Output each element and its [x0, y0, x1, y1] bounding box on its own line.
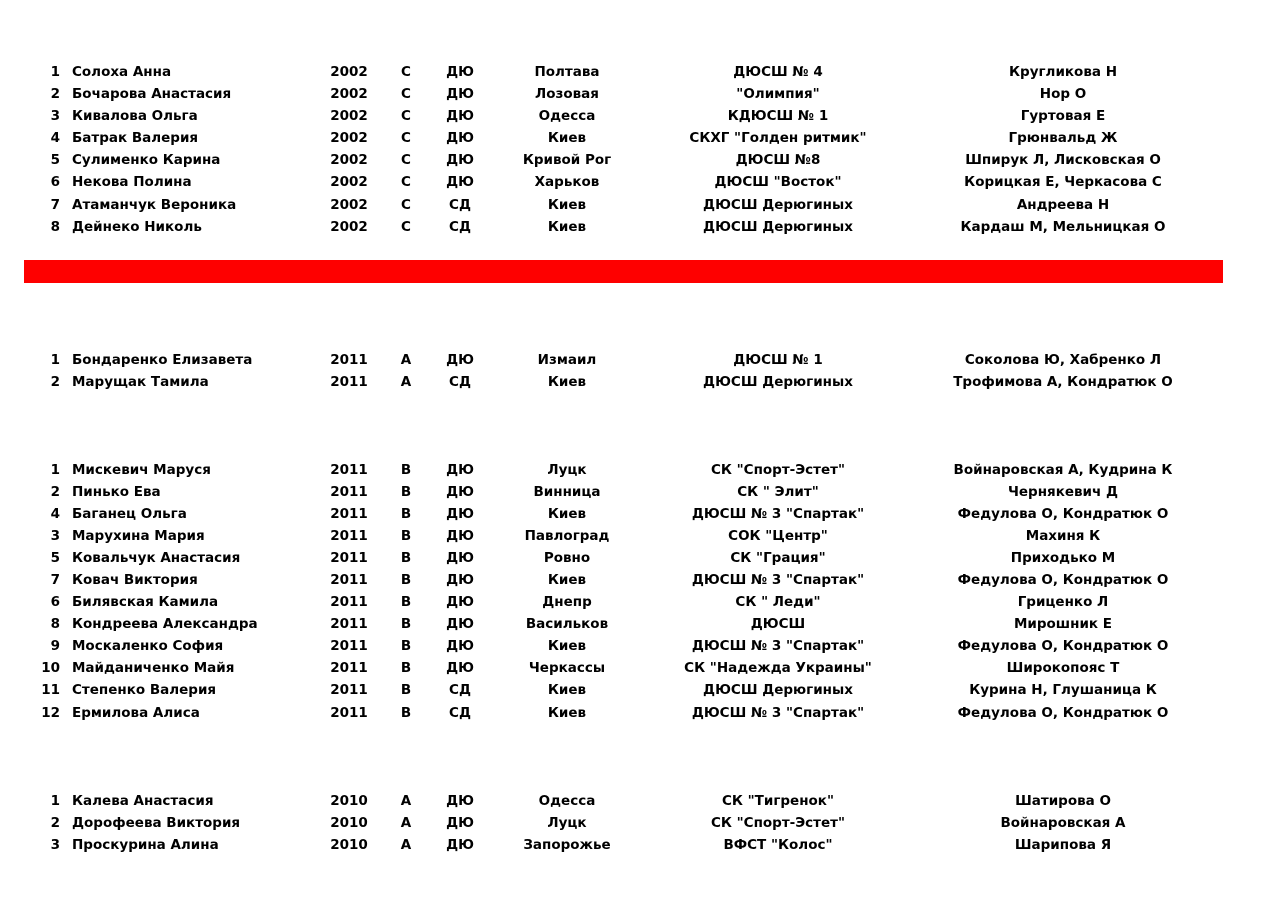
level: А	[400, 351, 412, 368]
city: Луцк	[547, 461, 587, 478]
table-row	[0, 790, 1280, 812]
table-row	[0, 569, 1280, 591]
level: В	[400, 704, 412, 721]
organization: ДЮ	[446, 108, 474, 125]
club: ДЮСШ № 3 "Спартак"	[691, 571, 865, 588]
club: СКХГ "Голден ритмик"	[689, 130, 867, 147]
organization: ДЮ	[446, 174, 474, 191]
club: СК "Надежда Украины"	[684, 660, 872, 677]
organization: ДЮ	[446, 505, 474, 522]
coach: Кардаш М, Мельницкая О	[960, 218, 1166, 235]
row-number: 3	[50, 527, 60, 544]
city: Васильков	[525, 616, 609, 633]
row-number: 3	[50, 108, 60, 125]
organization: ДЮ	[446, 660, 474, 677]
section-2010-a	[0, 790, 1280, 856]
club: ДЮСШ № 3 "Спартак"	[691, 638, 865, 655]
row-number: 12	[41, 704, 60, 721]
city: Винница	[533, 483, 601, 500]
club: "Олимпия"	[736, 86, 820, 103]
athlete-name: Степенко Валерия	[72, 682, 217, 699]
organization: СД	[449, 196, 471, 213]
club: СК "Спорт-Эстет"	[710, 461, 846, 478]
birth-year: 2011	[330, 682, 368, 699]
athlete-name: Дорофеева Виктория	[72, 815, 241, 832]
coach: Широкопояс Т	[1006, 660, 1120, 677]
organization: ДЮ	[446, 815, 474, 832]
coach: Шарипова Я	[1014, 837, 1112, 854]
athlete-name: Атаманчук Вероника	[72, 196, 237, 213]
coach: Гриценко Л	[1017, 594, 1109, 611]
birth-year: 2002	[330, 130, 368, 147]
athlete-name: Кондреева Александра	[72, 616, 258, 633]
table-row	[0, 371, 1280, 393]
club: КДЮСШ № 1	[727, 108, 829, 125]
organization: ДЮ	[446, 527, 474, 544]
level: В	[400, 594, 412, 611]
birth-year: 2010	[330, 837, 368, 854]
coach: Федулова О, Кондратюк О	[957, 704, 1169, 721]
level: А	[400, 373, 412, 390]
club: ВФСТ "Колос"	[723, 837, 833, 854]
level: А	[400, 793, 412, 809]
table-row	[0, 216, 1280, 238]
level: В	[400, 571, 412, 588]
birth-year: 2002	[330, 174, 368, 191]
level: В	[400, 461, 412, 478]
club: ДЮСШ "Восток"	[714, 174, 842, 191]
row-number: 2	[50, 373, 60, 390]
city: Лозовая	[535, 86, 599, 103]
athlete-name: Дейнеко Николь	[72, 218, 202, 235]
birth-year: 2002	[330, 218, 368, 235]
row-number: 4	[50, 505, 60, 522]
club: СК "Тигренок"	[721, 793, 834, 809]
city: Кривой Рог	[522, 152, 612, 169]
table-row	[0, 481, 1280, 503]
level: В	[400, 616, 412, 633]
birth-year: 2002	[330, 108, 368, 125]
athlete-name: Ермилова Алиса	[72, 704, 200, 721]
club: СК "Спорт-Эстет"	[710, 815, 846, 832]
row-number: 3	[50, 837, 60, 854]
club: ДЮСШ Дерюгиных	[703, 196, 853, 213]
table-row	[0, 149, 1280, 171]
athlete-name: Пинько Ева	[72, 483, 161, 500]
birth-year: 2011	[330, 373, 368, 390]
organization: ДЮ	[446, 152, 474, 169]
athlete-name: Билявская Камила	[72, 594, 219, 611]
coach: Нор О	[1039, 86, 1087, 103]
organization: ДЮ	[446, 549, 474, 566]
row-number: 8	[50, 218, 60, 235]
birth-year: 2011	[330, 638, 368, 655]
birth-year: 2011	[330, 351, 368, 368]
birth-year: 2011	[330, 505, 368, 522]
athlete-name: Майданиченко Майя	[72, 660, 235, 677]
level: В	[400, 527, 412, 544]
coach: Чернякевич Д	[1007, 483, 1119, 500]
athlete-name: Батрак Валерия	[72, 130, 199, 147]
city: Харьков	[534, 174, 600, 191]
level: С	[401, 108, 411, 125]
club: ДЮСШ № 3 "Спартак"	[691, 505, 865, 522]
level: С	[401, 218, 411, 235]
organization: ДЮ	[446, 638, 474, 655]
club: ДЮСШ № 3 "Спартак"	[691, 704, 865, 721]
city: Ровно	[543, 549, 591, 566]
athlete-name: Ковач Виктория	[72, 571, 198, 588]
city: Павлоград	[524, 527, 610, 544]
city: Киев	[547, 638, 587, 655]
club: ДЮСШ	[750, 616, 806, 633]
level: В	[400, 638, 412, 655]
level: В	[400, 682, 412, 699]
row-number: 5	[50, 549, 60, 566]
club: ДЮСШ Дерюгиных	[703, 682, 853, 699]
coach: Курина Н, Глушаница К	[969, 682, 1157, 699]
organization: ДЮ	[446, 793, 474, 809]
row-number: 1	[50, 793, 60, 809]
table-row	[0, 127, 1280, 149]
table-row	[0, 525, 1280, 547]
table-row	[0, 547, 1280, 569]
athlete-name: Марущак Тамила	[72, 373, 209, 390]
organization: ДЮ	[446, 616, 474, 633]
birth-year: 2011	[330, 660, 368, 677]
row-number: 11	[41, 682, 60, 699]
table-row	[0, 61, 1280, 83]
birth-year: 2011	[330, 483, 368, 500]
level: С	[401, 86, 411, 103]
birth-year: 2011	[330, 704, 368, 721]
coach: Кругликова Н	[1009, 64, 1117, 80]
coach: Грюнвальд Ж	[1008, 130, 1118, 147]
level: В	[400, 549, 412, 566]
level: А	[400, 837, 412, 854]
level: В	[400, 505, 412, 522]
organization: СД	[449, 682, 471, 699]
red-divider-bar	[24, 260, 1223, 283]
organization: ДЮ	[446, 351, 474, 368]
coach: Приходько М	[1010, 549, 1116, 566]
row-number: 10	[41, 660, 60, 677]
city: Полтава	[534, 64, 600, 80]
coach: Мирошник Е	[1013, 616, 1113, 633]
athlete-name: Кивалова Ольга	[72, 108, 198, 125]
coach: Трофимова А, Кондратюк О	[953, 373, 1173, 390]
city: Киев	[547, 704, 587, 721]
table-row	[0, 812, 1280, 834]
table-row	[0, 834, 1280, 856]
organization: ДЮ	[446, 130, 474, 147]
city: Киев	[547, 682, 587, 699]
athlete-name: Некова Полина	[72, 174, 192, 191]
athlete-name: Марухина Мария	[72, 527, 205, 544]
birth-year: 2011	[330, 461, 368, 478]
athlete-name: Баганец Ольга	[72, 505, 187, 522]
city: Киев	[547, 571, 587, 588]
city: Киев	[547, 130, 587, 147]
row-number: 7	[50, 571, 60, 588]
coach: Федулова О, Кондратюк О	[957, 505, 1169, 522]
table-row	[0, 679, 1280, 701]
coach: Соколова Ю, Хабренко Л	[964, 351, 1162, 368]
club: ДЮСШ № 1	[733, 351, 823, 368]
row-number: 9	[50, 638, 60, 655]
city: Киев	[547, 196, 587, 213]
level: А	[400, 815, 412, 832]
table-row	[0, 702, 1280, 724]
table-row	[0, 83, 1280, 105]
row-number: 7	[50, 196, 60, 213]
club: СК "Грация"	[730, 549, 826, 566]
club: ДЮСШ №8	[735, 152, 821, 169]
city: Луцк	[547, 815, 587, 832]
coach: Войнаровская А	[1000, 815, 1126, 832]
row-number: 1	[50, 351, 60, 368]
club: ДЮСШ № 4	[733, 64, 823, 80]
club: СОК "Центр"	[728, 527, 828, 544]
organization: ДЮ	[446, 86, 474, 103]
row-number: 2	[50, 483, 60, 500]
organization: ДЮ	[446, 571, 474, 588]
row-number: 2	[50, 86, 60, 103]
table-row	[0, 171, 1280, 193]
level: В	[400, 483, 412, 500]
level: В	[400, 660, 412, 677]
city: Измаил	[537, 351, 597, 368]
table-row	[0, 613, 1280, 635]
city: Днепр	[542, 594, 592, 611]
table-row	[0, 503, 1280, 525]
level: С	[401, 196, 411, 213]
coach: Гуртовая Е	[1020, 108, 1106, 125]
club: ДЮСШ Дерюгиных	[703, 218, 853, 235]
organization: ДЮ	[446, 837, 474, 854]
birth-year: 2011	[330, 594, 368, 611]
level: С	[401, 174, 411, 191]
organization: ДЮ	[446, 461, 474, 478]
coach: Федулова О, Кондратюк О	[957, 571, 1169, 588]
table-row	[0, 635, 1280, 657]
athlete-name: Мискевич Маруся	[72, 461, 211, 478]
row-number: 2	[50, 815, 60, 832]
athlete-name: Сулименко Карина	[72, 152, 221, 169]
coach: Шпирук Л, Лисковская О	[965, 152, 1161, 169]
club: ДЮСШ Дерюгиных	[703, 373, 853, 390]
table-row	[0, 657, 1280, 679]
level: С	[401, 64, 411, 80]
coach: Федулова О, Кондратюк О	[957, 638, 1169, 655]
organization: ДЮ	[446, 483, 474, 500]
birth-year: 2011	[330, 571, 368, 588]
athlete-name: Солоха Анна	[72, 64, 172, 80]
table-row	[0, 349, 1280, 371]
athlete-name: Ковальчук Анастасия	[72, 549, 241, 566]
organization: ДЮ	[446, 594, 474, 611]
birth-year: 2011	[330, 616, 368, 633]
city: Одесса	[538, 793, 596, 809]
club: СК " Леди"	[735, 594, 821, 611]
city: Киев	[547, 505, 587, 522]
athlete-name: Калева Анастасия	[72, 793, 214, 809]
coach: Махиня К	[1025, 527, 1101, 544]
section-2011-b	[0, 459, 1280, 724]
city: Киев	[547, 218, 587, 235]
table-row	[0, 459, 1280, 481]
city: Запорожье	[523, 837, 611, 854]
birth-year: 2002	[330, 152, 368, 169]
birth-year: 2002	[330, 64, 368, 80]
section-senior-2002	[0, 61, 1280, 238]
coach: Войнаровская А, Кудрина К	[953, 461, 1173, 478]
row-number: 5	[50, 152, 60, 169]
organization: СД	[449, 373, 471, 390]
birth-year: 2010	[330, 793, 368, 809]
birth-year: 2011	[330, 527, 368, 544]
city: Черкассы	[528, 660, 606, 677]
athlete-name: Москаленко София	[72, 638, 224, 655]
table-row	[0, 105, 1280, 127]
birth-year: 2011	[330, 549, 368, 566]
birth-year: 2010	[330, 815, 368, 832]
row-number: 1	[50, 461, 60, 478]
row-number: 4	[50, 130, 60, 147]
row-number: 6	[50, 174, 60, 191]
athlete-name: Бондаренко Елизавета	[72, 351, 253, 368]
row-number: 8	[50, 616, 60, 633]
table-row	[0, 591, 1280, 613]
organization: СД	[449, 218, 471, 235]
organization: СД	[449, 704, 471, 721]
row-number: 6	[50, 594, 60, 611]
coach: Шатирова О	[1015, 793, 1111, 809]
coach: Андреева Н	[1016, 196, 1110, 213]
birth-year: 2002	[330, 86, 368, 103]
row-number: 1	[50, 64, 60, 80]
city: Киев	[547, 373, 587, 390]
organization: ДЮ	[446, 64, 474, 80]
birth-year: 2002	[330, 196, 368, 213]
city: Одесса	[538, 108, 596, 125]
coach: Корицкая Е, Черкасова С	[964, 174, 1162, 191]
table-row	[0, 194, 1280, 216]
level: С	[401, 152, 411, 169]
level: С	[401, 130, 411, 147]
athlete-name: Бочарова Анастасия	[72, 86, 232, 103]
section-2011-a	[0, 349, 1280, 393]
club: СК " Элит"	[737, 483, 819, 500]
athlete-name: Проскурина Алина	[72, 837, 219, 854]
